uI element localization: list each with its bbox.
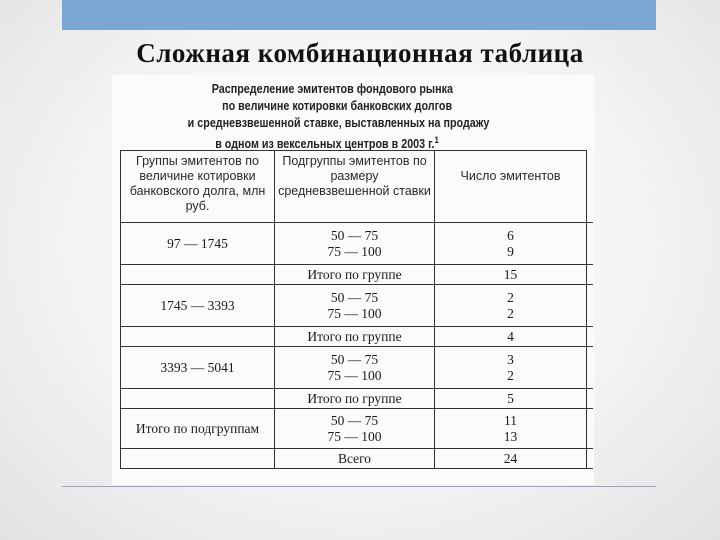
group-range: 3393 — 5041 — [121, 347, 275, 389]
group-total-label: Итого по группе — [275, 265, 435, 285]
count-value: 2 — [507, 367, 514, 383]
table-row — [121, 285, 593, 327]
caption-footnote-mark: 1 — [434, 135, 439, 145]
table-row — [121, 347, 593, 389]
group-range: 1745 — 3393 — [121, 285, 275, 327]
count-cell — [435, 409, 587, 449]
caption-line-2: по величине котировки банковских долгов — [222, 99, 453, 113]
subgroup-value: 50 — 75 — [330, 351, 379, 367]
data-table — [120, 150, 593, 469]
table-row — [121, 223, 593, 265]
subgroup-value: 75 — 100 — [327, 428, 382, 444]
group-total-label: Итого по группе — [275, 389, 435, 409]
subgroup-value: 50 — 75 — [330, 227, 379, 243]
caption-line-3: и средневзвешенной ставке, выставленных на продажу — [187, 116, 490, 130]
table-row — [121, 265, 593, 285]
subgroup-value: 50 — 75 — [330, 412, 379, 428]
count-value: 2 — [507, 305, 514, 321]
slide-title: Сложная комбинационная таблица — [136, 38, 584, 68]
subgroup-cell — [275, 223, 435, 265]
group-range: 97 — 1745 — [121, 223, 275, 265]
table-row — [121, 409, 593, 449]
count-value: 3 — [507, 351, 514, 367]
count-value: 6 — [507, 227, 514, 243]
count-value: 9 — [507, 243, 514, 259]
header-subgroup: Подгруппы эмитентов по размеру средневзвешенной ставки — [275, 151, 435, 223]
table-caption — [112, 81, 527, 153]
group-total-value: 5 — [435, 389, 587, 409]
count-value: 2 — [507, 289, 514, 305]
caption-line-4-text: в одном из вексельных центров в 2003 г. — [215, 137, 435, 152]
group-total-value: 15 — [435, 265, 587, 285]
top-accent-bar — [62, 0, 656, 30]
grand-total-value: 24 — [435, 449, 587, 469]
table-row — [121, 449, 593, 469]
table-row — [121, 327, 593, 347]
subgroup-value: 50 — 75 — [330, 289, 379, 305]
subgroup-cell — [275, 409, 435, 449]
group-total-label: Итого по группе — [275, 327, 435, 347]
count-value: 13 — [503, 428, 518, 444]
header-group: Группы эмитентов по величине котировки банковского долга, млн руб. — [121, 151, 275, 223]
bottom-divider — [62, 486, 656, 487]
caption-line-1: Распределение эмитентов фондового рынка — [211, 82, 453, 96]
count-cell — [435, 285, 587, 327]
subgroup-value: 75 — 100 — [327, 243, 382, 259]
count-value: 11 — [504, 412, 517, 428]
header-count: Число эмитентов — [435, 151, 587, 223]
grand-total-label: Всего — [275, 449, 435, 469]
scanned-table-image — [112, 75, 594, 485]
header-row — [121, 151, 593, 223]
summary-label: Итого по подгруппам — [121, 409, 275, 449]
subgroup-cell — [275, 347, 435, 389]
subgroup-value: 75 — 100 — [327, 305, 382, 321]
subgroup-cell — [275, 285, 435, 327]
group-total-value: 4 — [435, 327, 587, 347]
subgroup-value: 75 — 100 — [327, 367, 382, 383]
count-cell — [435, 223, 587, 265]
table-row — [121, 389, 593, 409]
count-cell — [435, 347, 587, 389]
